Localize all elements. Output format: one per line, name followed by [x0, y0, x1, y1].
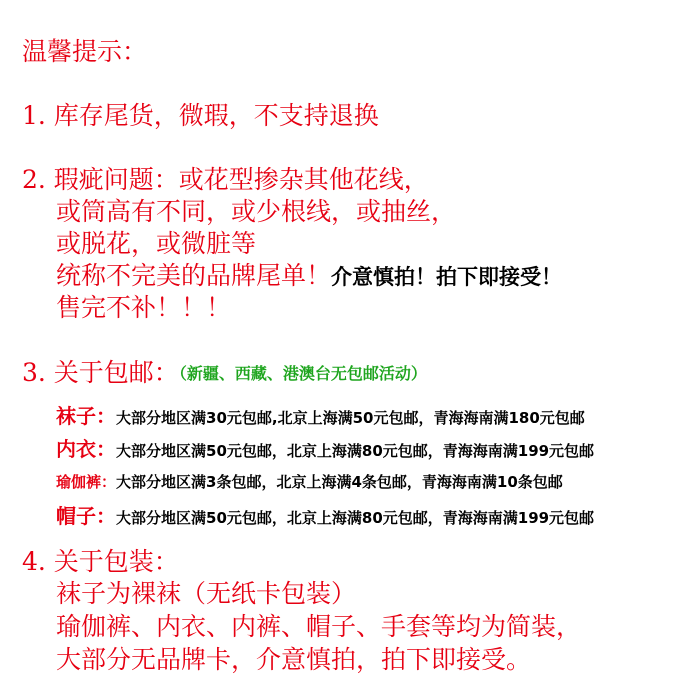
item2-line4: [56, 260, 562, 293]
row-detail: 大部分地区满30元包邮,北京上海满50元包邮，青海海南满180元包邮: [116, 409, 585, 427]
item4-line1: 袜子为裸袜（无纸卡包装）: [56, 579, 357, 608]
row-label: 帽子: [56, 504, 96, 528]
row-detail: 大部分地区满50元包邮，北京上海满80元包邮，青海海南满199元包邮: [116, 442, 595, 460]
row-label: 瑜伽裤: [56, 473, 102, 491]
notice-title: 温馨提示：: [22, 37, 148, 66]
row-colon: ：: [96, 437, 116, 461]
row-label: 内衣: [56, 437, 96, 461]
shipping-row-socks: [56, 400, 585, 429]
item3-note: （新疆、西藏、港澳台无包邮活动）: [178, 364, 427, 383]
row-detail: 大部分地区满50元包邮，北京上海满80元包邮，青海海南满199元包邮: [116, 509, 595, 527]
item2-line1: 2. 瑕疵问题：或花型掺杂其他花线，: [22, 165, 429, 194]
row-label: 袜子: [56, 404, 96, 428]
row-colon: ：: [101, 473, 117, 491]
row-detail: 大部分地区满3条包邮，北京上海满4条包邮，青海海南满10条包邮: [116, 473, 563, 491]
item2-line3: 或脱花，或微脏等: [56, 229, 257, 258]
shipping-row-underwear: [56, 433, 594, 462]
item2-line5: 售完不补！！！: [56, 293, 232, 322]
row-colon: ：: [96, 404, 116, 428]
item4-heading: 4. 关于包装：: [22, 547, 179, 576]
item3-heading-line: [22, 357, 427, 390]
shipping-row-hats: [56, 500, 594, 529]
shipping-row-yoga-pants: [56, 471, 563, 492]
item2-line4-red: 统称不完美的品牌尾单！: [56, 261, 332, 290]
item4-line3: 大部分无品牌卡，介意慎拍，拍下即接受。: [56, 645, 532, 674]
item4-line2: 瑜伽裤、内衣、内裤、帽子、手套等均为简装，: [56, 612, 582, 641]
item2-line4-emphasis: 介意慎拍！拍下即接受！: [331, 265, 563, 289]
row-colon: ：: [96, 504, 116, 528]
item3-heading: 3. 关于包邮：: [22, 358, 179, 387]
item2-line2: 或筒高有不同，或少根线，或抽丝，: [56, 197, 457, 226]
item1-text: 1. 库存尾货，微瑕，不支持退换: [22, 101, 379, 130]
